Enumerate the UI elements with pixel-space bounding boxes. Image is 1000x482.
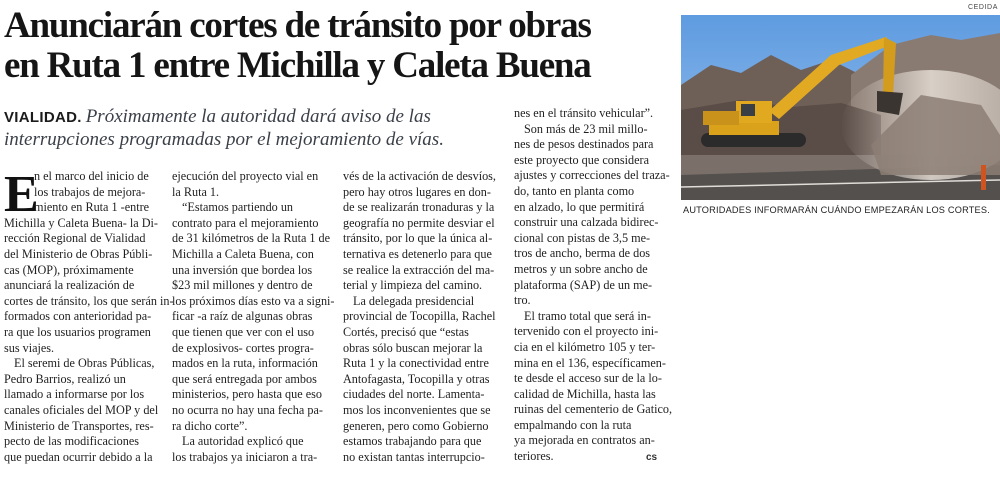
text-line: teriores. <box>514 449 554 464</box>
text-line: se realice la extracción del ma- <box>343 262 495 277</box>
text-line: ra dicho corte”. <box>172 418 248 433</box>
text-line: de explosivos- cortes progra- <box>172 340 314 355</box>
text-line: tervenido con el proyecto ini- <box>514 324 659 339</box>
subheadline <box>4 106 544 151</box>
text-line: pero hay otros lugares en don- <box>343 184 491 199</box>
text-line: este proyecto que considera <box>514 152 650 167</box>
text-line: El seremi de Obras Públicas, <box>14 356 155 371</box>
text-line: tros de ancho, berma de dos <box>514 246 651 261</box>
photo-caption: AUTORIDADES INFORMARÁN CUÁNDO EMPEZARÁN LOS CORTES. <box>683 205 990 215</box>
text-line: tránsito, por lo que la única al- <box>343 231 493 246</box>
text-line: nes en el tránsito vehicular”. <box>514 106 654 120</box>
text-line: en alzado, lo que permitirá <box>514 199 645 214</box>
excavator-illustration <box>681 15 1000 200</box>
text-line: sus viajes. <box>4 340 55 355</box>
text-line: tro. <box>514 293 531 308</box>
text-line: ministerios, pero hasta que eso <box>172 387 322 402</box>
text-line: $23 mil millones y dentro de <box>172 278 313 293</box>
text-line: calidad de Michilla, hasta las <box>514 386 656 401</box>
text-line: obras sólo buscan mejorar la <box>343 340 483 355</box>
text-line: construir una calzada bidirec- <box>514 215 659 230</box>
text-line: que puedan ocurrir debido a la <box>4 449 153 464</box>
text-line: do, tanto en planta como <box>514 183 635 198</box>
subheadline-line-1 <box>4 106 544 129</box>
subheadline-text-1: Próximamente la autoridad dará aviso de las <box>85 106 431 127</box>
drop-cap: E <box>4 166 39 223</box>
text-line: vés de la activación de desvíos, <box>343 169 496 183</box>
text-line: cortes de tránsito, los que serán in- <box>4 293 174 308</box>
text-line: mos los inconvenientes que se <box>343 402 491 417</box>
text-line: contrato para el mejoramiento <box>172 215 319 230</box>
text-line: miento en Ruta 1 -entre <box>34 200 150 215</box>
text-line: empalmando con la ruta <box>514 417 632 432</box>
text-line: generen, pero como Gobierno <box>343 418 489 433</box>
text-line: que será entregada por ambos <box>172 371 317 386</box>
text-line: ajustes y correcciones del traza- <box>514 168 670 183</box>
text-line: formados con anterioridad pa- <box>4 309 152 324</box>
text-line: terial y limpieza del camino. <box>343 278 483 293</box>
text-line: ficar -a raíz de algunas obras <box>172 309 313 324</box>
text-line: los trabajos ya iniciaron a tra- <box>172 449 318 464</box>
column-2 <box>172 169 335 465</box>
column-4 <box>514 106 673 465</box>
text-line: Michilla a Caleta Buena, con <box>172 246 314 261</box>
text-line: llamado a informarse por los <box>4 387 145 402</box>
text-line: que tienen que ver con el uso <box>172 324 315 339</box>
photo-credit: CEDIDA <box>967 4 998 11</box>
text-line: cional con pistas de 3,5 me- <box>514 230 651 245</box>
text-line: n el marco del inicio de <box>34 169 149 183</box>
text-line: Cortés, precisó que “estas <box>343 324 469 339</box>
text-line: ternativa es detenerlo para que <box>343 246 492 261</box>
text-line: pecto de las modificaciones <box>4 434 140 449</box>
text-line: nes de pesos destinados para <box>514 137 654 152</box>
section-tag: VIALIDAD. <box>4 109 82 126</box>
text-line: no ocurra no hay una fecha pa- <box>172 402 323 417</box>
text-line: El tramo total que será in- <box>524 308 651 323</box>
text-line: ra que los usuarios programen <box>4 324 151 339</box>
text-line: Son más de 23 mil millo- <box>524 121 648 136</box>
text-line: cia en el kilómetro 105 y ter- <box>514 339 656 354</box>
text-line: Antofagasta, Tocopilla y otras <box>343 371 490 386</box>
text-line: los trabajos de mejora- <box>34 184 146 199</box>
text-line: metros y un sobre ancho de <box>514 261 648 276</box>
text-line: de 31 kilómetros de la Ruta 1 de <box>172 231 331 246</box>
text-line: los próximos días esto va a signi- <box>172 293 335 308</box>
text-line: mados en la ruta, información <box>172 356 318 371</box>
text-line: una inversión que bordea los <box>172 262 313 277</box>
column-3 <box>343 169 498 465</box>
text-line: cas (MOP), próximamente <box>4 262 134 277</box>
text-line: canales oficiales del MOP y del <box>4 402 159 417</box>
text-line: la Ruta 1. <box>172 184 220 199</box>
headline-line-2: en Ruta 1 entre Michilla y Caleta Buena <box>4 45 591 86</box>
text-line: La autoridad explicó que <box>182 434 304 449</box>
end-mark: cs <box>646 452 658 463</box>
text-line: ya mejorada en contratos an- <box>514 433 655 448</box>
text-line: Ruta 1 y la conectividad entre <box>343 356 489 371</box>
text-line: ciudades del norte. Lamenta- <box>343 387 485 402</box>
text-line: provincial de Tocopilla, Rachel <box>343 309 496 324</box>
text-line: geografía no permite desviar el <box>343 215 495 230</box>
text-line: anunciará la realización de <box>4 278 135 293</box>
text-line: estamos trabajando para que <box>343 434 482 449</box>
text-line: plataforma (SAP) de un me- <box>514 277 653 292</box>
text-line: “Estamos partiendo un <box>182 200 294 215</box>
column-1 <box>4 166 174 465</box>
text-line: rección Regional de Vialidad <box>4 231 146 246</box>
text-line: te desde el acceso sur de la lo- <box>514 371 662 386</box>
text-line: Michilla y Caleta Buena- la Di- <box>4 215 158 230</box>
text-line: ejecución del proyecto vial en <box>172 169 319 183</box>
excavator-photo <box>681 15 1000 200</box>
text-line: Ministerio de Transportes, res- <box>4 418 154 433</box>
headline <box>4 6 664 86</box>
text-line: Pedro Barrios, realizó un <box>4 371 126 386</box>
text-line: del Ministerio de Obras Públi- <box>4 246 153 261</box>
subheadline-line-2: interrupciones programadas por el mejoramiento de vías. <box>4 129 444 150</box>
text-line: mina en el 136, específicamen- <box>514 355 666 370</box>
text-line: no existan tantas interrupcio- <box>343 449 485 464</box>
text-line: de se realizarán tronaduras y la <box>343 200 495 215</box>
text-line: La delegada presidencial <box>353 293 475 308</box>
headline-line-1: Anunciarán cortes de tránsito por obras <box>4 5 591 46</box>
text-line: ruinas del cementerio de Gatico, <box>514 402 673 417</box>
